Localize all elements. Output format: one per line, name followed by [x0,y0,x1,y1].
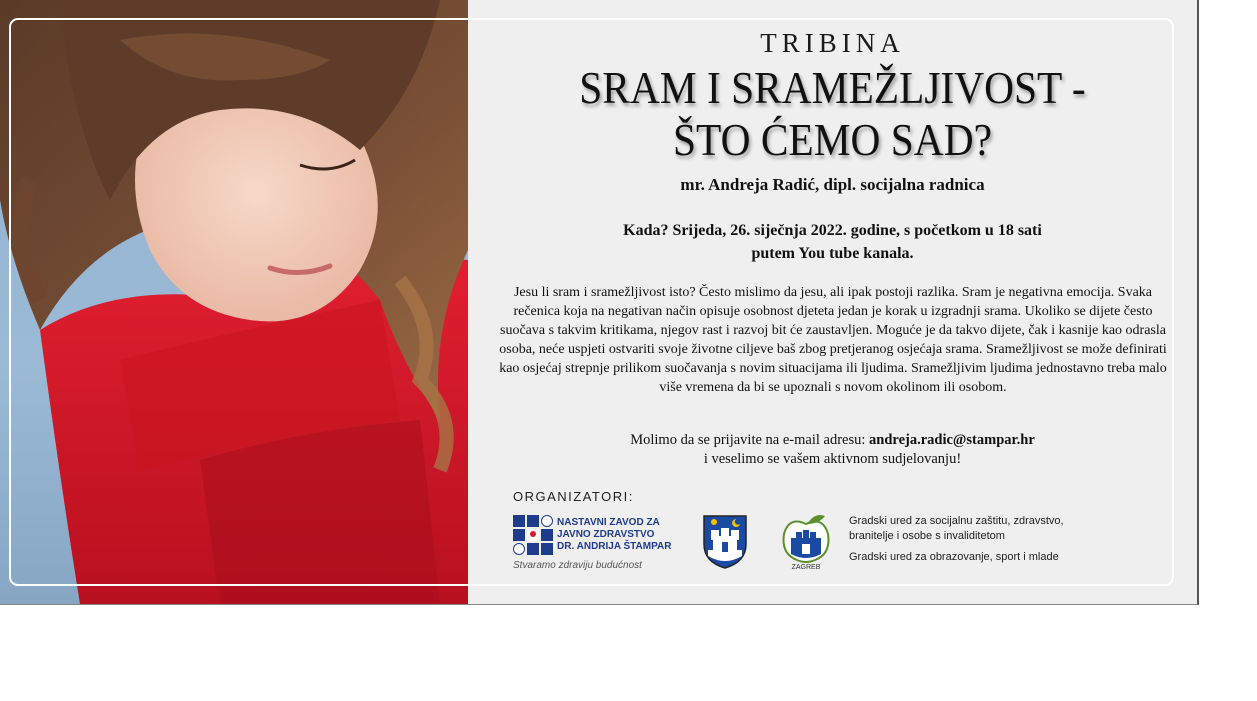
nz-name-line3: DR. ANDRIJA ŠTAMPAR [557,541,672,552]
event-title-line1: SRAM I SRAMEŽLJIVOST - [579,62,1086,113]
apple-label: ZAGREB [791,564,821,571]
office-social-health: Gradski ured za socijalnu zaštitu, zdravstvo, branitelje i osobe s invaliditetom [849,515,1064,542]
event-title-line2: ŠTO ĆEMO SAD? [673,114,992,165]
event-author: mr. Andreja Radić, dipl. socijalna radnica [680,175,985,194]
event-description: Jesu li sram i sramežljivost isto? Često mislimo da jesu, ali ipak postoji razlika. Sram je negativna emocija. Svaka rečenica koja na negativan način opisuje osobnost djeteta jedan je korak u izgradnji srama. Ukoliko se dijete često suočava s takvim kritikama, njegov rast i razvoj bit će zaustavljen. Moguće je da takvo dijete, čak i kasnije kao odrasla osoba, neće uspjeti ostvariti svoje životne ciljeve baš zbog pretjeranog osjećaja srama. Sramežljivost se može definirati kao osjećaj strepnje prilikom suočavanja s novim situacijama ili ljudima. Sramežljivim ljudima jednostavno treba malo više vremena da bi se upoznali s novom okolinom ili osobom. [499,285,1167,395]
event-kicker: TRIBINA [760,28,905,58]
register-prefix: Molimo da se prijavite na e-mail adresu: [630,432,870,448]
poster-frame [9,18,1174,586]
register-email-link[interactable]: andreja.radic@stampar.hr [869,432,1035,448]
organizers-label: ORGANIZATORI: [513,489,634,504]
nz-name-line1: NASTAVNI ZAVOD ZA [557,517,660,528]
nz-slogan: Stvaramo zdraviju budućnost [513,560,642,571]
nz-name-line2: JAVNO ZDRAVSTVO [557,529,655,540]
event-when-line2: putem You tube kanala. [751,245,914,262]
office-education-sport: Gradski ured za obrazovanje, sport i mlade [849,551,1059,563]
event-when-line1: Kada? Srijeda, 26. siječnja 2022. godine, s početkom u 18 sati [623,222,1042,239]
register-line2: i veselimo se vašem aktivnom sudjelovanju! [703,451,962,467]
